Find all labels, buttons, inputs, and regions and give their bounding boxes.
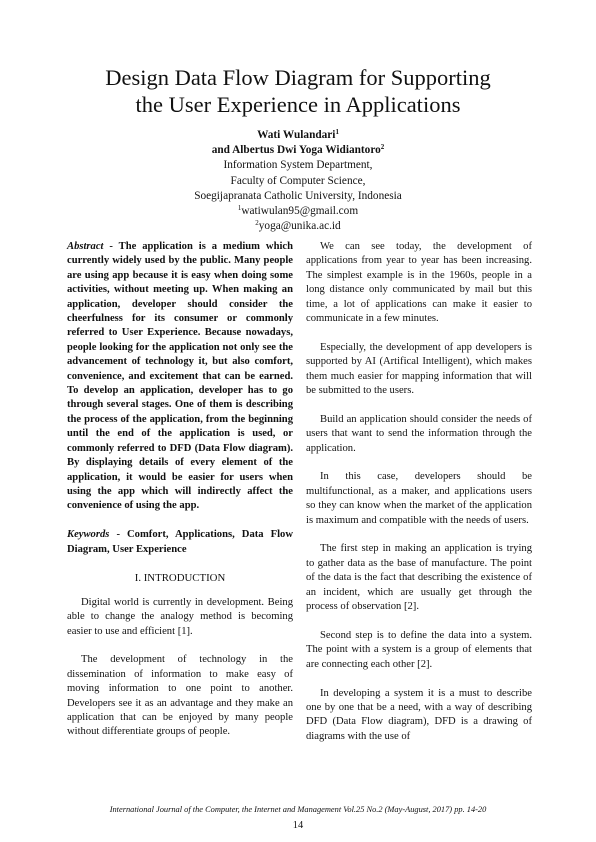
right-paragraph-4: In this case, developers should be multifunctional, as a maker, and applications users so they can know when the market of the application is maximum and compatible with the needs of users. xyxy=(306,471,532,526)
journal-footer: International Journal of the Computer, the Internet and Management Vol.25 No.2 (May-August, 2017) pp. 14-20 xyxy=(109,805,487,814)
right-paragraph-1: We can see today, the development of applications from year to year has been increasing. The simplest example is in the 1960s, people in a long distance only communicated by mail but this time, a lot of applications can make it easier to communicate in a few minutes. xyxy=(306,241,532,325)
right-paragraph-5: The first step in making an application is trying to gather data as the base of manufacture. The point of the data is the fact that describing the existence of an incident, which are usually get through the process of observation [2]. xyxy=(306,543,532,613)
paper-title-line-2: the User Experience in Applications xyxy=(135,92,461,117)
intro-paragraph-2: The development of technology in the dissemination of information to make easy of moving information to one point to another. Developers see it as an advantage and they make an application that can be enjoyed by many people without differentiate groups of people. xyxy=(67,654,293,738)
author-1-superscript: 1 xyxy=(335,128,339,136)
page-number: 14 xyxy=(292,820,304,831)
author-2-superscript: 2 xyxy=(380,143,385,152)
email-2: yoga@unika.ac.id xyxy=(258,220,341,233)
author-2-name: and Albertus Dwi Yoga Widiantoro xyxy=(211,144,381,157)
keywords-paragraph xyxy=(67,528,293,557)
keywords-label: Keywords xyxy=(67,529,110,541)
author-block xyxy=(60,128,536,234)
email-1: watiwulan95@gmail.com xyxy=(241,205,359,218)
author-1-line xyxy=(60,128,536,143)
email-2-line xyxy=(60,219,536,234)
right-paragraph-3: Build an application should consider the needs of users that want to send the information through the application. xyxy=(306,413,532,454)
left-column xyxy=(67,240,293,754)
right-paragraph-7: In developing a system it is a must to describe one by one that be a need, with a way of describing DFD (Data Flow diagram), DFD is a drawing of diagrams with the use of xyxy=(306,687,532,742)
keywords-text: - Comfort, Applications, Data Flow Diagram, User Experience xyxy=(67,529,293,555)
right-paragraph-2: Especially, the development of app developers is supported by AI (Artifical Intelligent), which makes them much easier for mapping information that will be submitted to the users. xyxy=(306,341,532,397)
right-paragraph-6: Second step is to define the data into a system. The point with a system is a group of elements that are connecting each other [2]. xyxy=(306,629,532,670)
paper-title-line-1: Design Data Flow Diagram for Supporting xyxy=(105,65,491,90)
right-column xyxy=(306,240,532,759)
email-1-superscript: 1 xyxy=(237,204,242,213)
affiliation-university: Soegijapranata Catholic University, Indonesia xyxy=(194,189,402,202)
affiliation-department: Information System Department, xyxy=(223,159,373,172)
affiliation-faculty: Faculty of Computer Science, xyxy=(230,174,366,187)
email-1-line xyxy=(60,204,536,219)
abstract-label: Abstract xyxy=(67,241,104,252)
author-1-name: Wati Wulandari xyxy=(257,129,336,141)
intro-paragraph-1: Digital world is currently in development. Being able to change the analogy method is becoming easier to use and efficient [1]. xyxy=(67,596,293,637)
abstract-text: - The application is a medium which currently widely used by the public. Many people are using app because it is easy when doing some activities, without meeting up. When making an application, developer should consider the cheerfulness for its consumer or commonly referred to User Experience. Because nowadays, people looking for the application not only see the advancement of technology it, but also comfort, convenience, and excitement that can be earned. To develop an application, developer has to go through several stages. One of them is describing the process of the application, from the beginning until the end of the application is used, or commonly referred to DFD (Data Flow diagram). By displaying details of every element of the application, it would be easier for users when using the app which will indirectly affect the convenience of using the app. xyxy=(67,241,293,512)
author-2-line xyxy=(60,143,536,158)
section-heading-introduction: I. INTRODUCTION xyxy=(134,572,226,585)
email-2-superscript: 2 xyxy=(255,219,259,228)
paper-title xyxy=(40,64,556,118)
abstract-paragraph xyxy=(67,240,293,514)
